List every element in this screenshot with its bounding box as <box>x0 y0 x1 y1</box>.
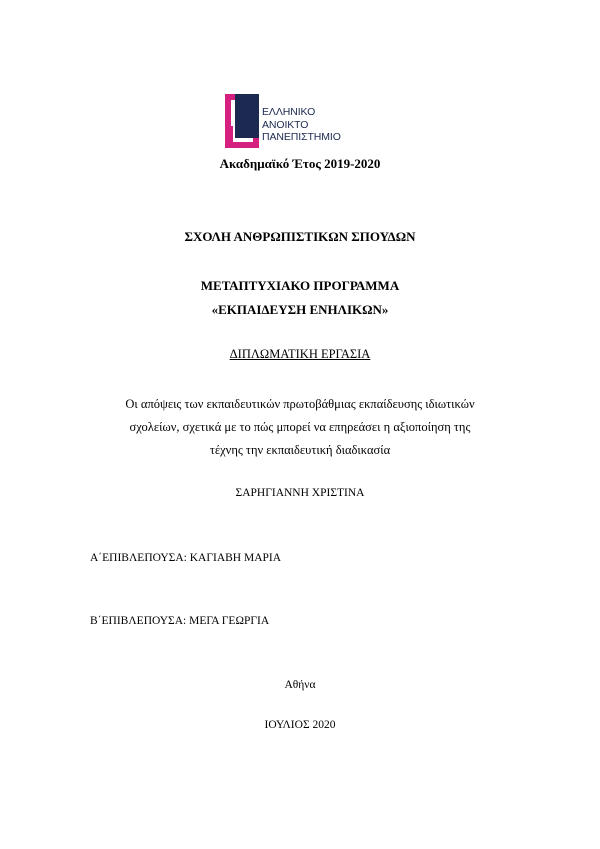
supervisor-b: Β΄ΕΠΙΒΛΕΠΟΥΣΑ: ΜΕΓΑ ΓΕΩΡΓΙΑ <box>90 615 270 627</box>
thesis-title-line-3: τέχνης την εκπαιδευτική διαδικασία <box>209 443 391 457</box>
university-logo <box>223 92 373 150</box>
thesis-label: ΔΙΠΛΩΜΑΤΙΚΗ ΕΡΓΑΣΙΑ <box>229 347 371 361</box>
date: ΙΟΥΛΙΟΣ 2020 <box>264 719 336 731</box>
document-type <box>0 347 600 362</box>
thesis-title <box>0 393 600 462</box>
city: Αθήνα <box>284 679 316 691</box>
program-subtitle: «ΕΚΠΑΙΔΕΥΣΗ ΕΝΗΛΙΚΩΝ» <box>211 302 389 317</box>
logo-mark-icon <box>223 92 261 150</box>
program-title: ΜΕΤΑΠΤΥΧΙΑΚΟ ΠΡΟΓΡΑΜΜΑ <box>200 278 400 293</box>
logo-line-2: ΑΝΟΙΚΤΟ <box>262 118 309 131</box>
logo-line-1: ΕΛΛΗΝΙΚΟ <box>262 106 316 118</box>
school-name: ΣΧΟΛΗ ΑΝΘΡΩΠΙΣΤΙΚΩΝ ΣΠΟΥΔΩΝ <box>184 229 416 244</box>
author-name: ΣΑΡΗΓΙΑΝΝΗ ΧΡΙΣΤΙΝΑ <box>235 487 365 499</box>
supervisor-a: Α΄ΕΠΙΒΛΕΠΟΥΣΑ: ΚΑΓΙΑΒΗ ΜΑΡΙΑ <box>90 552 282 564</box>
thesis-title-line-2: σχολείων, σχετικά με το πώς μπορεί να επηρεάσει η αξιοποίηση της <box>129 420 471 434</box>
thesis-title-line-1: Οι απόψεις των εκπαιδευτικών πρωτοβάθμιας εκπαίδευσης ιδιωτικών <box>125 397 475 411</box>
logo-wordmark <box>262 106 341 144</box>
logo-line-3: ΠΑΝΕΠΙΣΤΗΜΙΟ <box>262 131 341 143</box>
academic-year: Ακαδημαϊκό Έτος 2019-2020 <box>219 156 381 171</box>
